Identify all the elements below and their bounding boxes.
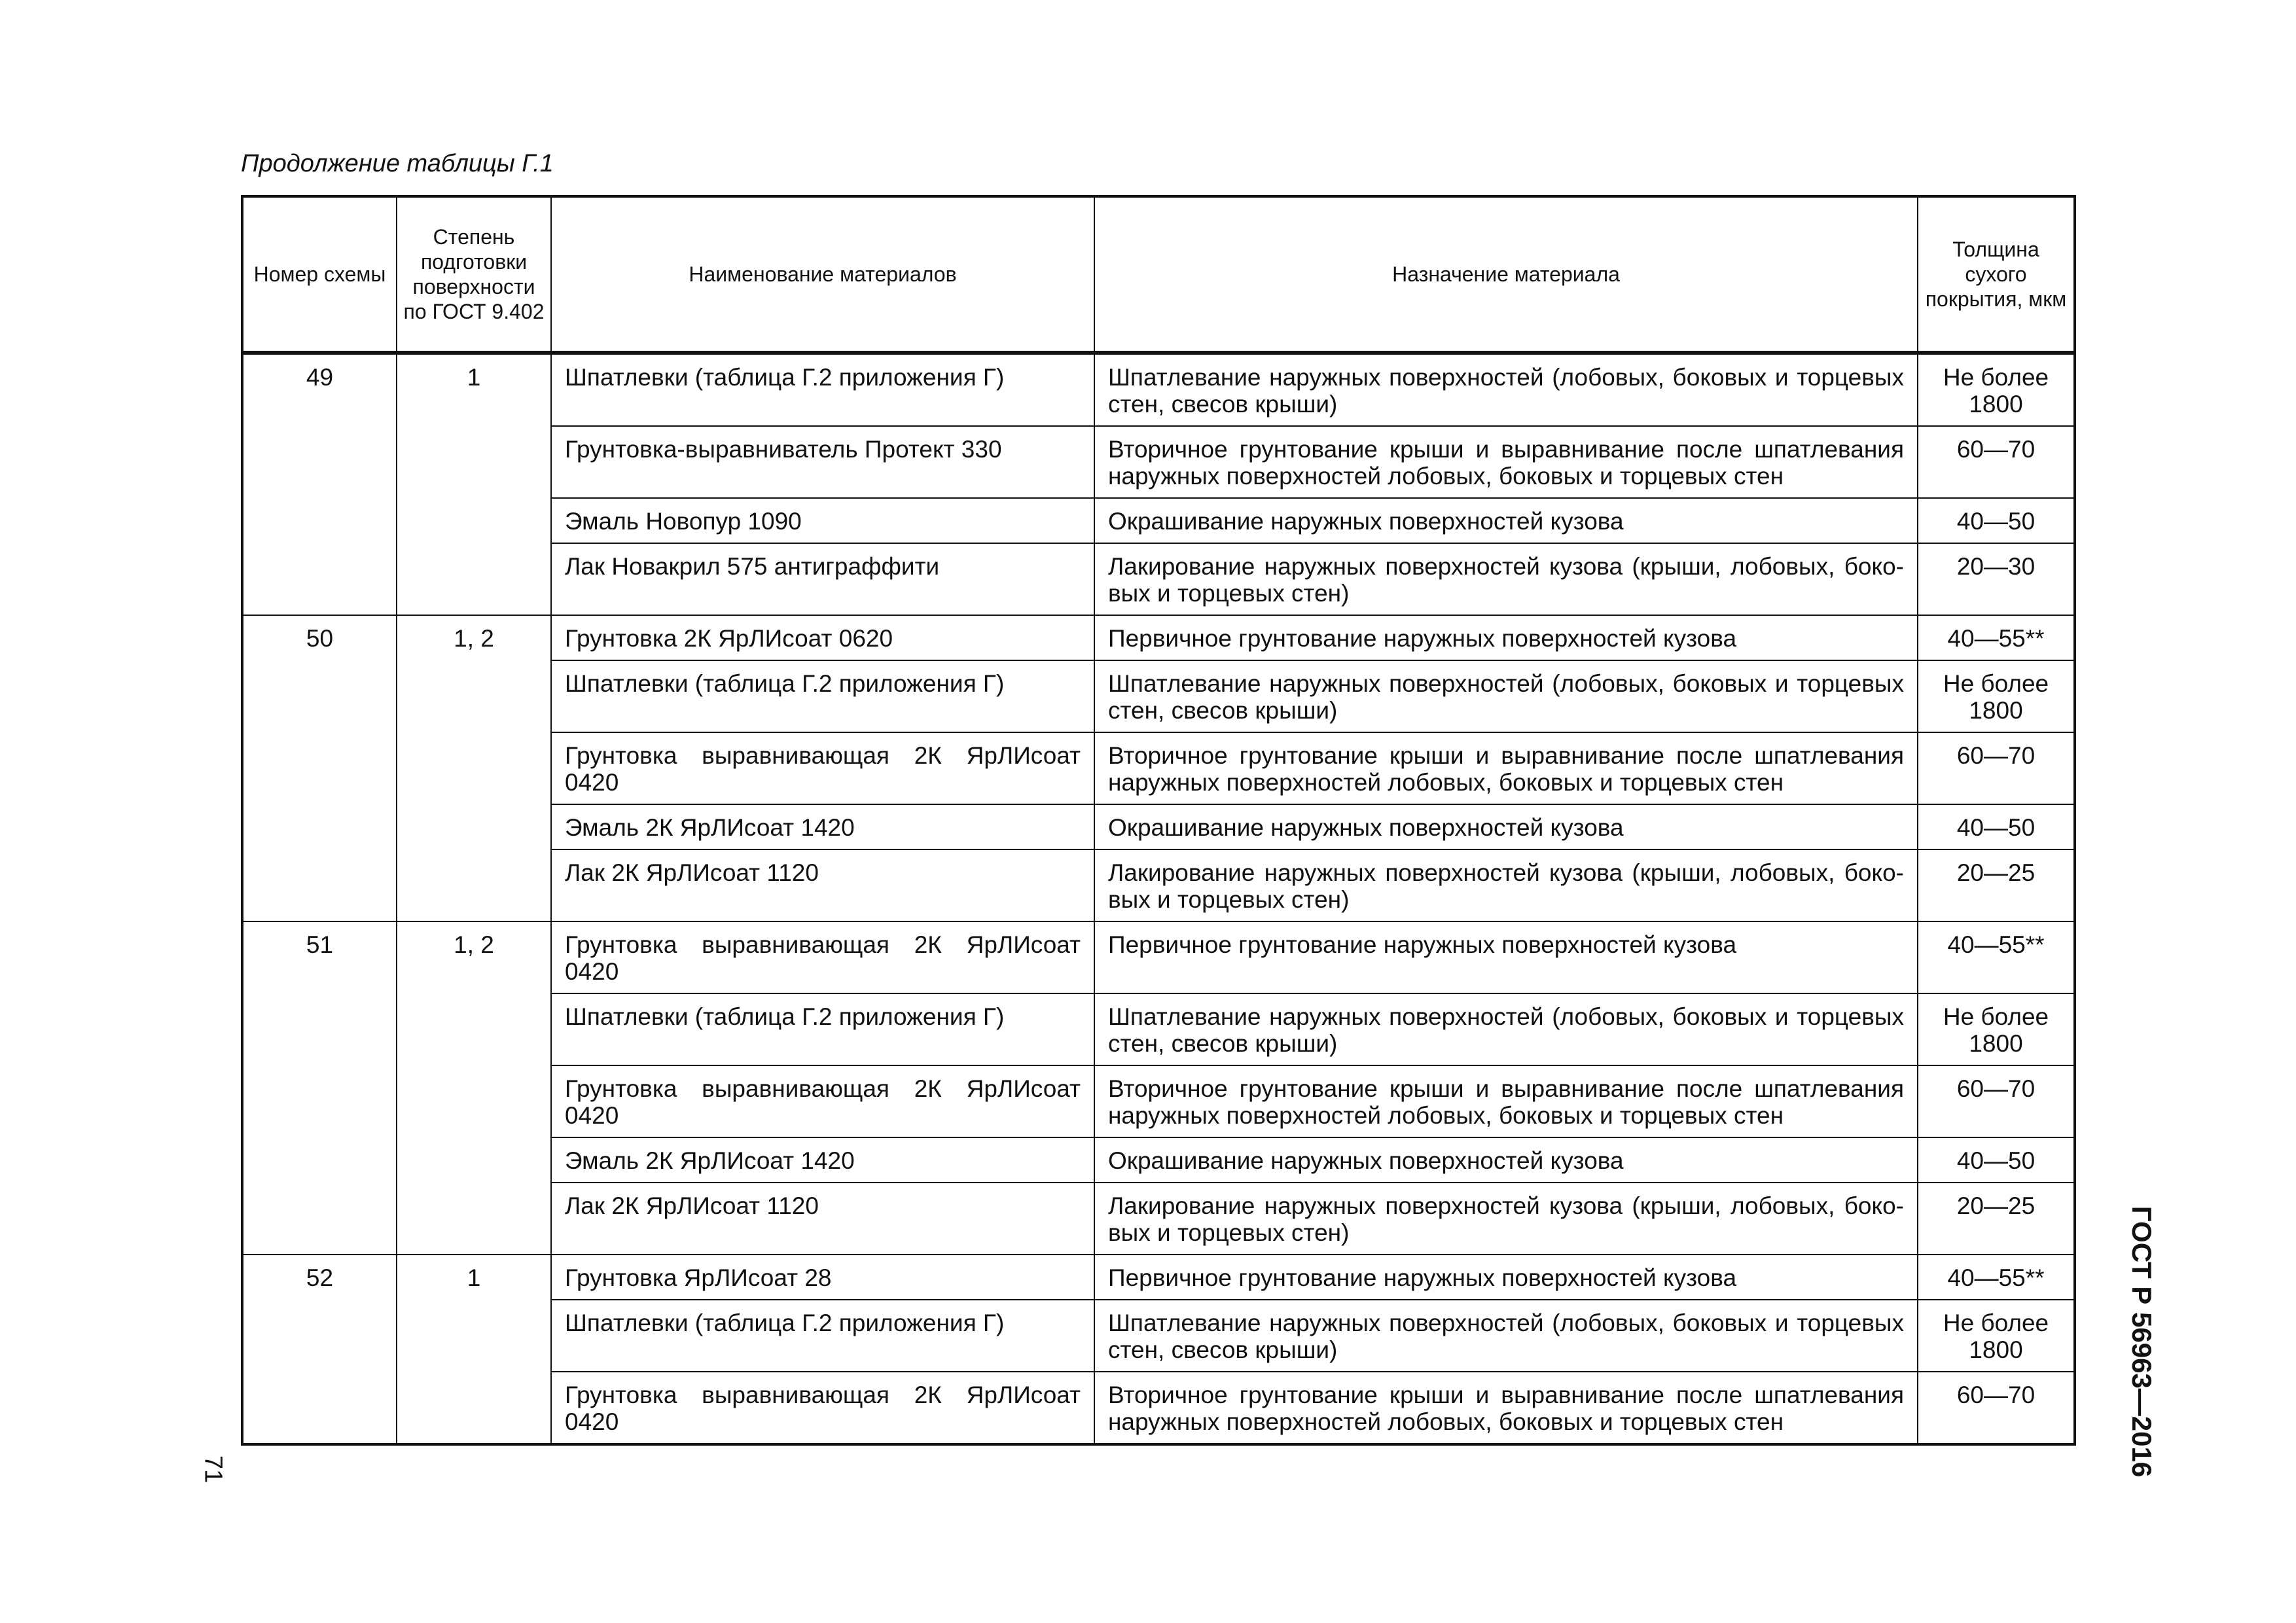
- page-number-vertical: [196, 1446, 229, 1492]
- thickness-cell: 60—70: [1918, 1372, 2075, 1444]
- prep-degree-cell: 1, 2: [397, 921, 551, 1255]
- material-name-cell: Грунтовка выравнивающая 2К ЯрЛИсоат 0420: [551, 1065, 1094, 1137]
- purpose-cell: Вторичное грунтование крыши и выравнивание после шпатлевания наружных поверхностей лобовых, боковых и торцевых стен: [1094, 1372, 1918, 1444]
- thickness-cell: 60—70: [1918, 426, 2075, 498]
- material-name-cell: Грунтовка выравнивающая 2К ЯрЛИсоат 0420: [551, 1372, 1094, 1444]
- purpose-cell: Первичное грунтование наружных поверхностей кузова: [1094, 615, 1918, 660]
- prep-degree-cell: 1: [397, 353, 551, 615]
- table-row: [242, 615, 2075, 660]
- scheme-number-cell: 52: [242, 1255, 397, 1444]
- coating-schemes-table: [241, 195, 2076, 1446]
- purpose-cell: Шпатлевание наружных поверхностей (лобовых, боковых и торцевых стен, свесов крыши): [1094, 353, 1918, 426]
- purpose-cell: Окрашивание наружных поверхностей кузова: [1094, 804, 1918, 849]
- material-name-cell: Эмаль 2К ЯрЛИсоат 1420: [551, 804, 1094, 849]
- table-row: [242, 1255, 2075, 1300]
- purpose-cell: Окрашивание наружных поверхностей кузова: [1094, 498, 1918, 543]
- standard-id-vertical: [2122, 1204, 2161, 1479]
- purpose-cell: Шпатлевание наружных поверхностей (лобовых, боковых и торцевых стен, свесов крыши): [1094, 1300, 1918, 1372]
- material-name-cell: Лак Новакрил 575 антиграффити: [551, 543, 1094, 615]
- thickness-cell: Не более 1800: [1918, 660, 2075, 732]
- material-name-cell: Грунтовка ЯрЛИсоат 28: [551, 1255, 1094, 1300]
- table-caption: Продолжение таблицы Г.1: [241, 150, 554, 177]
- material-name-cell: Грунтовка выравнивающая 2К ЯрЛИсоат 0420: [551, 921, 1094, 993]
- material-name-cell: Шпатлевки (таблица Г.2 приложения Г): [551, 353, 1094, 426]
- thickness-cell: 40—50: [1918, 1137, 2075, 1183]
- purpose-cell: Вторичное грунтование крыши и выравнивание после шпатлевания наружных поверхностей лобовых, боковых и торцевых стен: [1094, 426, 1918, 498]
- thickness-cell: 40—55**: [1918, 921, 2075, 993]
- purpose-cell: Окрашивание наружных поверхностей кузова: [1094, 1137, 1918, 1183]
- header-scheme-no: Номер схемы: [242, 196, 397, 353]
- purpose-cell: Вторичное грунтование крыши и выравнивание после шпатлевания наружных поверхностей лобовых, боковых и торцевых стен: [1094, 732, 1918, 804]
- purpose-cell: Лакирование наружных поверхностей кузова (крыши, лобовых, боковых и торцевых стен): [1094, 543, 1918, 615]
- scheme-number-cell: 51: [242, 921, 397, 1255]
- standard-id: ГОСТ Р 56963—2016: [2126, 1205, 2157, 1478]
- purpose-cell: Шпатлевание наружных поверхностей (лобовых, боковых и торцевых стен, свесов крыши): [1094, 993, 1918, 1065]
- purpose-cell: Лакирование наружных поверхностей кузова (крыши, лобовых, боковых и торцевых стен): [1094, 1183, 1918, 1255]
- thickness-cell: 40—50: [1918, 498, 2075, 543]
- material-name-cell: Шпатлевки (таблица Г.2 приложения Г): [551, 993, 1094, 1065]
- thickness-cell: Не более 1800: [1918, 1300, 2075, 1372]
- header-thickness: Толщина сухого покрытия, мкм: [1918, 196, 2075, 353]
- thickness-cell: 20—25: [1918, 1183, 2075, 1255]
- table-header-row: [242, 196, 2075, 353]
- header-material-name: Наименование материалов: [551, 196, 1094, 353]
- material-name-cell: Эмаль Новопур 1090: [551, 498, 1094, 543]
- material-name-cell: Грунтовка-выравниватель Протект 330: [551, 426, 1094, 498]
- thickness-cell: 40—55**: [1918, 615, 2075, 660]
- purpose-cell: Вторичное грунтование крыши и выравнивание после шпатлевания наружных поверхностей лобовых, боковых и торцевых стен: [1094, 1065, 1918, 1137]
- thickness-cell: Не более 1800: [1918, 353, 2075, 426]
- scheme-number-cell: 49: [242, 353, 397, 615]
- thickness-cell: Не более 1800: [1918, 993, 2075, 1065]
- header-purpose: Назначение материала: [1094, 196, 1918, 353]
- header-prep-degree: Степень подготовки поверхности по ГОСТ 9.402: [397, 196, 551, 353]
- prep-degree-cell: 1: [397, 1255, 551, 1444]
- material-name-cell: Шпатлевки (таблица Г.2 приложения Г): [551, 660, 1094, 732]
- purpose-cell: Первичное грунтование наружных поверхностей кузова: [1094, 1255, 1918, 1300]
- purpose-cell: Шпатлевание наружных поверхностей (лобовых, боковых и торцевых стен, свесов крыши): [1094, 660, 1918, 732]
- material-name-cell: Грунтовка выравнивающая 2К ЯрЛИсоат 0420: [551, 732, 1094, 804]
- thickness-cell: 40—55**: [1918, 1255, 2075, 1300]
- prep-degree-cell: 1, 2: [397, 615, 551, 921]
- page-number: 71: [199, 1455, 227, 1484]
- material-name-cell: Эмаль 2К ЯрЛИсоат 1420: [551, 1137, 1094, 1183]
- scheme-number-cell: 50: [242, 615, 397, 921]
- thickness-cell: 60—70: [1918, 1065, 2075, 1137]
- purpose-cell: Первичное грунтование наружных поверхностей кузова: [1094, 921, 1918, 993]
- thickness-cell: 20—25: [1918, 849, 2075, 921]
- material-name-cell: Грунтовка 2К ЯрЛИсоат 0620: [551, 615, 1094, 660]
- thickness-cell: 40—50: [1918, 804, 2075, 849]
- table-row: [242, 353, 2075, 426]
- table-row: [242, 921, 2075, 993]
- table-body: [242, 353, 2075, 1444]
- material-name-cell: Лак 2К ЯрЛИсоат 1120: [551, 1183, 1094, 1255]
- material-name-cell: Лак 2К ЯрЛИсоат 1120: [551, 849, 1094, 921]
- thickness-cell: 60—70: [1918, 732, 2075, 804]
- thickness-cell: 20—30: [1918, 543, 2075, 615]
- material-name-cell: Шпатлевки (таблица Г.2 приложения Г): [551, 1300, 1094, 1372]
- purpose-cell: Лакирование наружных поверхностей кузова (крыши, лобовых, боковых и торцевых стен): [1094, 849, 1918, 921]
